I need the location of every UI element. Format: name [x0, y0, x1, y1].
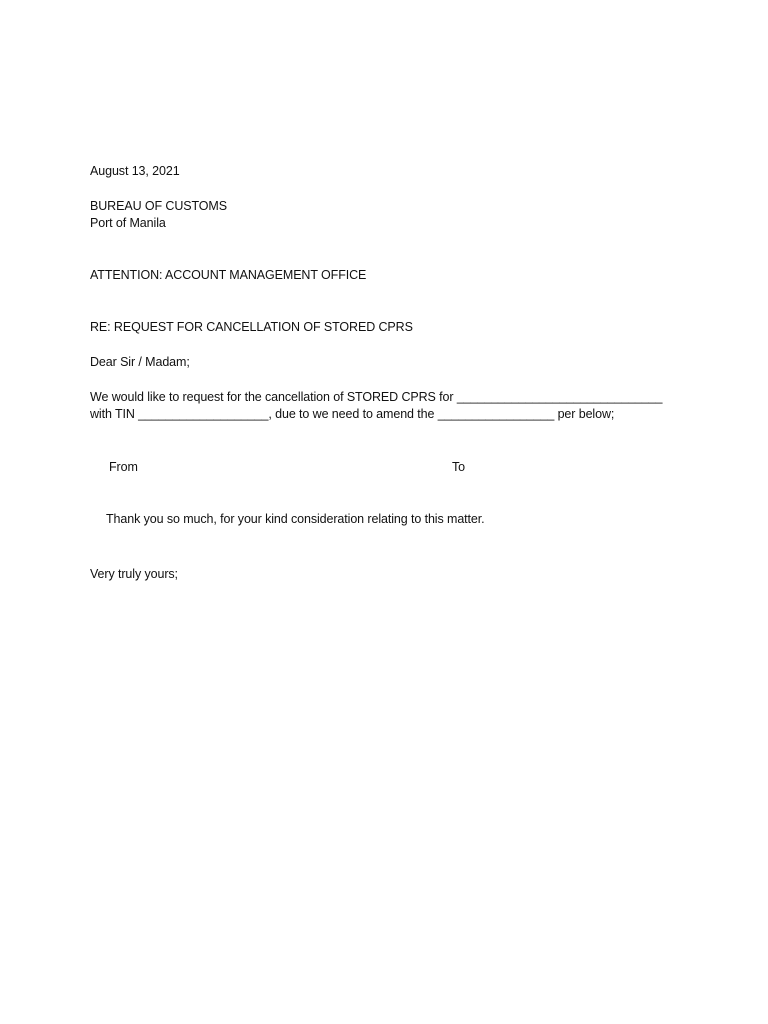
signoff: Very truly yours;	[90, 567, 178, 581]
letter-date: August 13, 2021	[90, 164, 180, 178]
closing-thanks: Thank you so much, for your kind consideration relating to this matter.	[106, 512, 485, 526]
body-paragraph-line-1: We would like to request for the cancellation of STORED CPRS for ______________________________	[90, 390, 663, 404]
to-label: To	[452, 460, 466, 474]
addressee-name: BUREAU OF CUSTOMS	[90, 199, 227, 213]
addressee-port: Port of Manila	[90, 216, 166, 230]
body-paragraph-line-2: with TIN ___________________, due to we need to amend the _________________ per below;	[90, 407, 615, 421]
attention-line: ATTENTION: ACCOUNT MANAGEMENT OFFICE	[90, 268, 367, 282]
from-label: From	[109, 460, 138, 474]
salutation: Dear Sir / Madam;	[90, 355, 190, 369]
subject-line: RE: REQUEST FOR CANCELLATION OF STORED CPRS	[90, 320, 413, 334]
